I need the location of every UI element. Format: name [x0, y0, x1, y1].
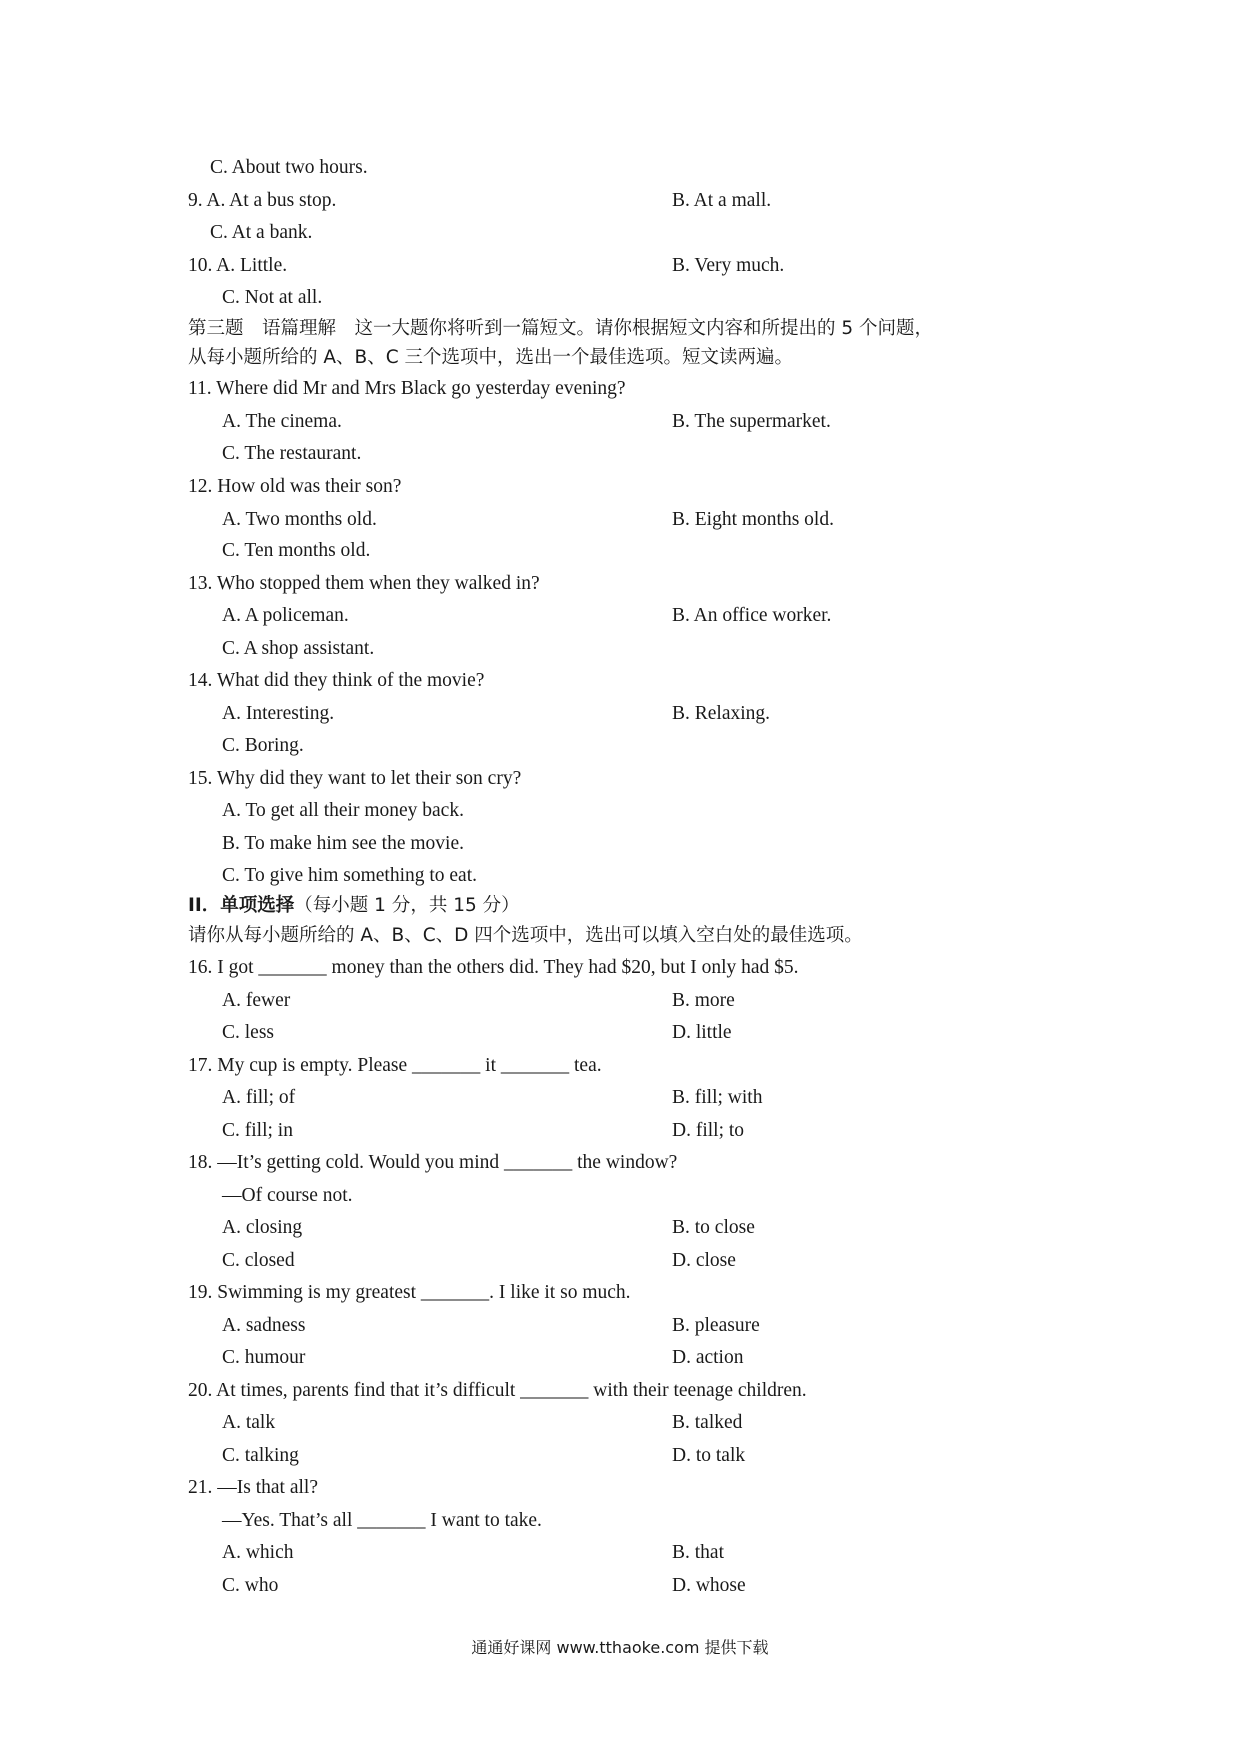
- option-text: C. closed: [222, 1250, 295, 1271]
- option-text: C. Ten months old.: [222, 540, 371, 561]
- question-text: 11. Where did Mr and Mrs Black go yesterday evening?: [188, 378, 626, 399]
- section-note: （每小题 1 分，共 15 分）: [294, 895, 520, 916]
- option-text: A. A policeman.: [222, 605, 349, 626]
- option-text: A. closing: [222, 1217, 303, 1238]
- question-text: 请你从每小题所给的 A、B、C、D 四个选项中，选出可以填入空白处的最佳选项。: [188, 925, 863, 946]
- option-text: C. At a bank.: [210, 222, 313, 243]
- option-text: C. A shop assistant.: [222, 638, 375, 659]
- option-text: C. humour: [222, 1347, 306, 1368]
- question-text: 从每小题所给的 A、B、C 三个选项中，选出一个最佳选项。短文读两遍。: [188, 347, 794, 368]
- section-heading: II．单项选择: [188, 895, 295, 916]
- option-text: B. fill; with: [672, 1087, 763, 1108]
- option-text: B. The supermarket.: [672, 411, 831, 432]
- option-text: C. Boring.: [222, 735, 304, 756]
- option-text: A. sadness: [222, 1315, 306, 1336]
- option-text: C. The restaurant.: [222, 443, 362, 464]
- option-text: D. whose: [672, 1575, 746, 1596]
- option-text: D. to talk: [672, 1445, 746, 1466]
- question-text: 19. Swimming is my greatest _______. I like it so much.: [188, 1282, 631, 1303]
- option-text: B. An office worker.: [672, 605, 832, 626]
- option-text: B. to close: [672, 1217, 755, 1238]
- question-text: 17. My cup is empty. Please _______ it _______ tea.: [188, 1055, 602, 1076]
- option-text: C. To give him something to eat.: [222, 865, 478, 886]
- question-text: 12. How old was their son?: [188, 476, 402, 497]
- page-footer: 通通好课网 www.tthaoke.com 提供下载: [471, 1638, 769, 1657]
- question-text: [188, 893, 520, 919]
- option-text: B. that: [672, 1542, 724, 1563]
- option-text: C. who: [222, 1575, 279, 1596]
- option-text: B. Very much.: [672, 255, 785, 276]
- option-text: B. more: [672, 990, 735, 1011]
- option-text: C. talking: [222, 1445, 299, 1466]
- option-text: B. At a mall.: [672, 190, 772, 211]
- option-text: B. Relaxing.: [672, 703, 771, 724]
- option-text: D. action: [672, 1347, 744, 1368]
- option-text: A. The cinema.: [222, 411, 342, 432]
- option-text: C. fill; in: [222, 1120, 293, 1141]
- question-text: 21. —Is that all?: [188, 1477, 318, 1498]
- question-text: 13. Who stopped them when they walked in?: [188, 573, 540, 594]
- option-text: B. pleasure: [672, 1315, 760, 1336]
- option-text: A. which: [222, 1542, 294, 1563]
- option-text: A. fill; of: [222, 1087, 296, 1108]
- option-text: B. To make him see the movie.: [222, 833, 464, 854]
- question-text: 9. A. At a bus stop.: [188, 190, 337, 211]
- question-text: 10. A. Little.: [188, 255, 288, 276]
- option-text: A. Interesting.: [222, 703, 335, 724]
- option-text: D. fill; to: [672, 1120, 745, 1141]
- option-text: A. talk: [222, 1412, 276, 1433]
- question-text: 14. What did they think of the movie?: [188, 670, 485, 691]
- option-text: D. little: [672, 1022, 732, 1043]
- option-text: C. less: [222, 1022, 275, 1043]
- option-text: B. talked: [672, 1412, 743, 1433]
- question-text: 20. At times, parents find that it’s difficult _______ with their teenage children.: [188, 1380, 807, 1401]
- option-text: D. close: [672, 1250, 736, 1271]
- question-text: 第三题 语篇理解 这一大题你将听到一篇短文。请你根据短文内容和所提出的 5 个问题，: [188, 318, 934, 339]
- option-text: —Of course not.: [222, 1185, 353, 1206]
- option-text: C. Not at all.: [222, 287, 323, 308]
- option-text: —Yes. That’s all _______ I want to take.: [222, 1510, 542, 1531]
- option-text: A. fewer: [222, 990, 291, 1011]
- option-text: A. To get all their money back.: [222, 800, 464, 821]
- question-text: 18. —It’s getting cold. Would you mind _______ the window?: [188, 1152, 678, 1173]
- option-text: C. About two hours.: [210, 157, 368, 178]
- question-text: 16. I got _______ money than the others did. They had $20, but I only had $5.: [188, 957, 799, 978]
- question-text: 15. Why did they want to let their son cry?: [188, 768, 522, 789]
- option-text: B. Eight months old.: [672, 509, 834, 530]
- option-text: A. Two months old.: [222, 509, 377, 530]
